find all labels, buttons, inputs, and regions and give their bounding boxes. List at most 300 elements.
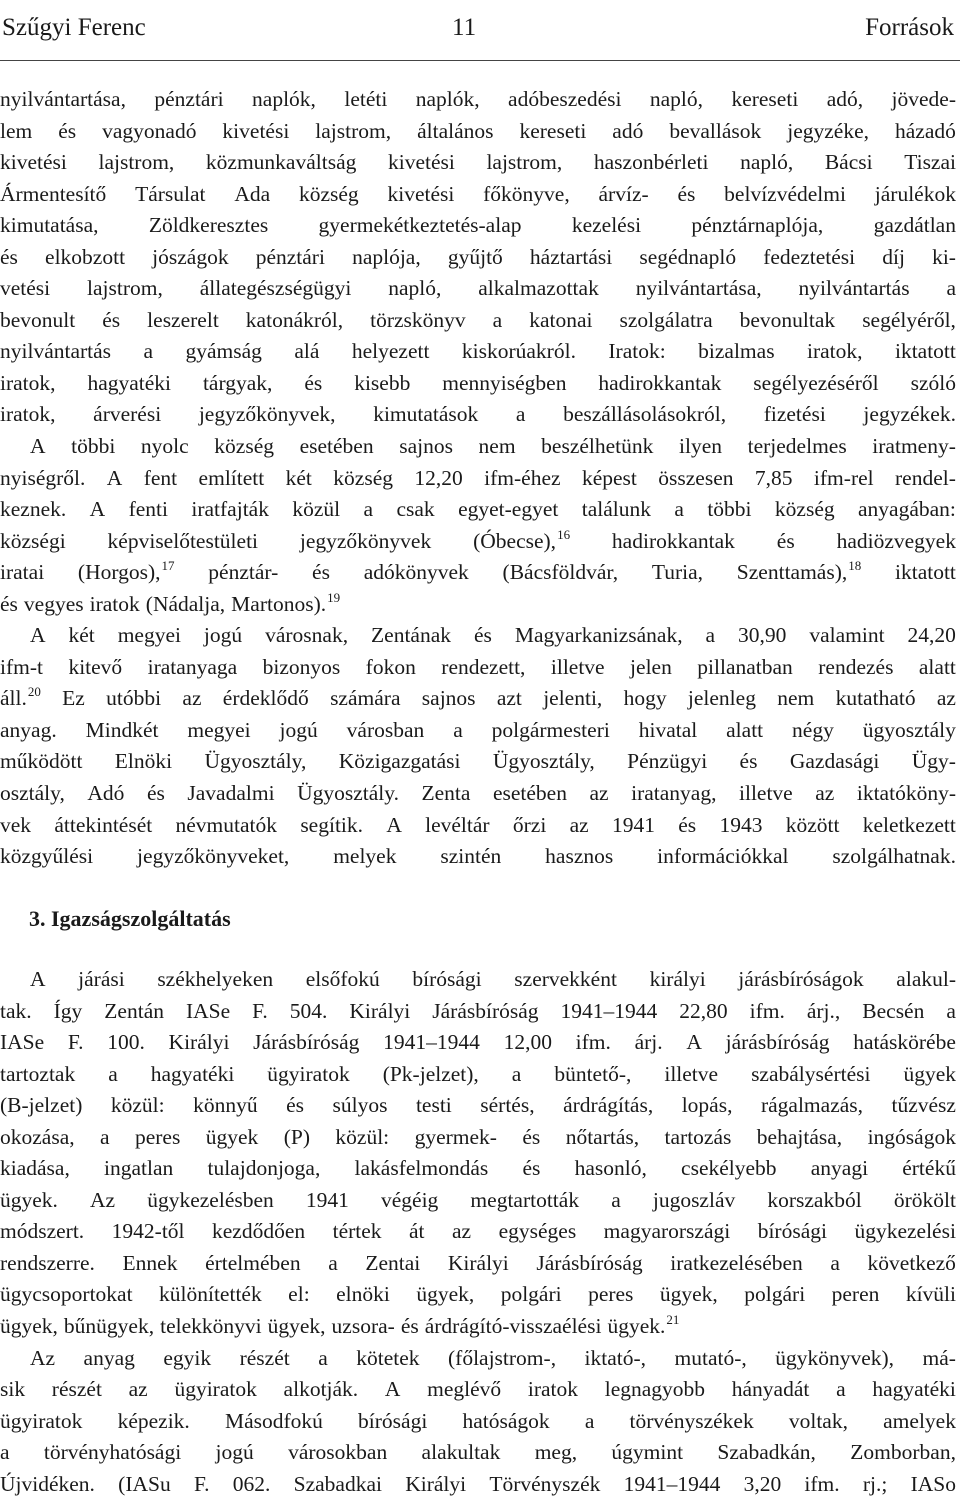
word: a (946, 276, 956, 301)
word: részét (51, 1377, 102, 1402)
word: ügyek, (416, 1282, 475, 1307)
word: kívüli (905, 1282, 956, 1307)
word: IASo (910, 1471, 956, 1496)
word: örökölt (893, 1187, 956, 1212)
text-line (0, 1248, 956, 1280)
word: kötetek (356, 1345, 420, 1370)
word: uzsora- (331, 1314, 395, 1339)
word: anyag. (0, 717, 57, 742)
word: leszerelt (147, 307, 219, 332)
word: bizalmas (698, 339, 775, 364)
word: hadirokkantak (598, 370, 722, 395)
word: és (522, 1156, 541, 1181)
word: anyag (83, 1345, 135, 1370)
word: kereseti (731, 87, 799, 111)
word: meg, (534, 1440, 578, 1465)
word: hasznos (545, 844, 614, 869)
word: bírósági (412, 967, 482, 991)
word: A (386, 812, 402, 837)
word: lajstrom, (98, 150, 175, 175)
word: iratkezelésében (670, 1250, 803, 1275)
word: kutatható (835, 686, 916, 711)
word: nem (478, 434, 516, 459)
word: A (89, 497, 106, 522)
word: polgári (500, 1282, 562, 1307)
word: a (946, 998, 956, 1023)
word: okozása, (0, 1124, 75, 1149)
word: ifm. (749, 998, 785, 1023)
word: az (182, 686, 202, 711)
word: háztartási (529, 244, 613, 269)
word: keznek. (0, 497, 67, 522)
word: 3,20 (743, 1471, 782, 1496)
word: jelenleg (687, 686, 756, 711)
word: közül (292, 497, 341, 522)
word: lajstrom, (315, 118, 392, 143)
word: mennyiségben (442, 370, 567, 395)
word: nem (777, 686, 815, 711)
word: 1941 (611, 812, 655, 837)
word: ügyiratok (174, 1377, 257, 1402)
word: gyűjtő (447, 244, 503, 269)
word: Másodfokú (224, 1408, 323, 1433)
word: lopás, (681, 1093, 733, 1118)
word: ilyen (679, 434, 723, 459)
word: és (0, 244, 18, 269)
word: és (776, 528, 795, 553)
word: Az (30, 1345, 56, 1370)
word: Társulat (135, 181, 206, 206)
word: (Nádalja, (145, 591, 226, 616)
word: Szabadkán, (717, 1440, 816, 1465)
word: árverési (93, 402, 162, 427)
word: kiskorúakról. (461, 339, 576, 364)
text-line (0, 84, 956, 116)
word: kisebb (354, 370, 411, 395)
word: voltak, (788, 1408, 848, 1433)
footnote-ref: 19 (327, 589, 341, 605)
word: Pénzügyi (627, 749, 708, 774)
word: bevallások (669, 118, 762, 143)
word: ügyiratok (0, 1408, 83, 1433)
word: pénztári (255, 244, 325, 269)
word: beszélhetünk (541, 434, 654, 459)
word: számára (330, 686, 401, 711)
word: pénztári (154, 87, 224, 111)
word: városnak, (265, 623, 349, 648)
word: IASe (185, 998, 231, 1023)
word: hasonló, (574, 1156, 647, 1181)
word: (B-jelzet) (0, 1093, 83, 1118)
word: segítik. (300, 812, 364, 837)
word: Elnöki (114, 749, 173, 774)
word: iratok, (0, 402, 56, 427)
word: bírósági (757, 1219, 827, 1244)
word: lajstrom, (486, 150, 563, 175)
word: iratmeny- (872, 434, 956, 459)
word: nyiségről. (0, 465, 86, 490)
word: és (304, 370, 323, 395)
word: találunk (581, 497, 651, 522)
word: rj.; (862, 1471, 888, 1496)
word: meglévő (427, 1377, 502, 1402)
word: belvízvédelmi (724, 181, 846, 206)
word: hányadát (731, 1377, 810, 1402)
text-line (0, 589, 956, 621)
word: a (453, 717, 463, 742)
text-line (0, 273, 956, 305)
word: a (836, 1377, 846, 1402)
word: ifm-rel (813, 465, 874, 490)
text-line (0, 964, 956, 996)
word: fizetési (763, 402, 826, 427)
word: ügyiratok (267, 1061, 350, 1086)
word: árdrágító-visszaélési (424, 1314, 602, 1339)
word: a (705, 623, 716, 648)
word: közül: (110, 1093, 165, 1118)
word: má- (922, 1345, 956, 1370)
word: Járásbíróság (253, 1030, 360, 1055)
text-line (0, 147, 956, 179)
word: járási (78, 967, 125, 991)
footnote-ref: 21 (666, 1312, 680, 1328)
word: 100. (107, 1030, 145, 1055)
word: esetében (492, 781, 567, 806)
word: a (830, 1250, 840, 1275)
word: pénztárnaplója, (691, 213, 824, 238)
word: egyet-egyet (458, 497, 559, 522)
section-heading: 3. Igazságszolgáltatás (29, 906, 231, 931)
word: kezdődően (211, 1219, 306, 1244)
word: elnöki (336, 1282, 390, 1307)
word: polgármesteri (491, 717, 610, 742)
word: őrzi (512, 812, 547, 837)
text-line (0, 1406, 956, 1438)
word: általános (417, 118, 494, 143)
word: és (0, 591, 18, 616)
word: jegyzéke, (787, 118, 870, 143)
word: díj (882, 244, 905, 269)
word: működött (0, 749, 83, 774)
word: kivetési (387, 150, 455, 175)
word: peres (134, 1124, 181, 1149)
word: tak. (0, 998, 32, 1023)
word: jugoszláv (652, 1187, 736, 1212)
word: peren (831, 1282, 880, 1307)
word: ügyek, (0, 1314, 58, 1339)
word: összesen (658, 465, 734, 490)
word: ügykezelési (854, 1219, 956, 1244)
word: hogy (623, 686, 667, 711)
word: vegyes (23, 591, 84, 616)
word: iktatott (894, 339, 956, 364)
word: Ügyosztály, (492, 749, 595, 774)
word: iktatóköny- (856, 781, 956, 806)
text-line (0, 526, 956, 558)
word: nyolc (140, 434, 189, 459)
word: egységes (498, 1219, 577, 1244)
word: hagyatéki (87, 370, 172, 395)
footnote-ref: 16 (557, 526, 571, 542)
word: és (473, 623, 492, 648)
body-text-block-1 (0, 84, 956, 873)
word: iratok (527, 1377, 579, 1402)
word: iktató-, (584, 1345, 647, 1370)
word: főkönyve, (483, 181, 570, 206)
word: fent (143, 465, 178, 490)
word: és (146, 781, 165, 806)
word: gyermekétkeztetés-alap (318, 213, 522, 238)
word: község (774, 497, 835, 522)
word: napló, (649, 87, 704, 111)
word: 1941 (305, 1187, 349, 1212)
text-line (0, 1343, 956, 1375)
word: módszert. (0, 1219, 85, 1244)
word: állategészségügyi (199, 276, 352, 301)
word: át (409, 1219, 425, 1244)
text-line (0, 778, 956, 810)
word: tűzvész (891, 1093, 956, 1118)
text-line (0, 715, 956, 747)
word: segélyezéséről (753, 370, 879, 395)
word: Közigazgatási (338, 749, 461, 774)
word: (főlajstrom-, (448, 1345, 557, 1370)
word: hatáskörébe (853, 1030, 956, 1055)
word: Turia, (651, 560, 704, 585)
word: hatóságok (462, 1408, 550, 1433)
word: a (108, 1061, 118, 1086)
word: terjedelmes (747, 434, 847, 459)
word: járulékok (874, 181, 956, 206)
word: házadó (894, 118, 956, 143)
word: levéltár (425, 812, 490, 837)
word: ügyek, (267, 1314, 326, 1339)
word: adó (612, 118, 644, 143)
word: között (785, 812, 840, 837)
word: és (677, 181, 696, 206)
text-line (0, 652, 956, 684)
word: ingatlan (104, 1156, 174, 1181)
word: Járásbíróság (432, 998, 539, 1023)
word: az (452, 1219, 472, 1244)
word: közmunkaváltság (205, 150, 357, 175)
footnote-ref: 18 (848, 558, 862, 574)
word: legnagyobb (604, 1377, 706, 1402)
word: ügykezelésben (147, 1187, 274, 1212)
word: az (128, 1377, 148, 1402)
word: két (285, 465, 312, 490)
text-line (0, 996, 956, 1028)
word: lakásfelmondás (354, 1156, 489, 1181)
word: A (384, 1377, 401, 1402)
text-line (0, 210, 956, 242)
text-line (0, 1122, 956, 1154)
word: kimutatások (373, 402, 479, 427)
text-line (0, 1374, 956, 1406)
word: Törvényszék (489, 1471, 601, 1496)
word: súlyos (332, 1093, 388, 1118)
word: árvíz- (598, 181, 649, 206)
word: sajnos (421, 686, 476, 711)
word: (Pk-jelzet), (382, 1061, 479, 1086)
text-line (0, 431, 956, 463)
word: korszakból (767, 1187, 862, 1212)
word: fenti (128, 497, 168, 522)
word: Ármentesítő (0, 181, 107, 206)
word: sajnos (399, 434, 453, 459)
word: nyilvántartás (798, 276, 910, 301)
word: a (674, 497, 684, 522)
word: azt (496, 686, 522, 711)
word: ügyek. (0, 1187, 58, 1212)
word: hagyatéki (150, 1061, 235, 1086)
text-line (0, 305, 956, 337)
word: a (143, 339, 154, 364)
word: testi (415, 1093, 452, 1118)
word: elkobzott (45, 244, 126, 269)
word: anyagában: (858, 497, 956, 522)
word: megtartották (470, 1187, 580, 1212)
word: Szenttamás),$^{18}$ (736, 558, 862, 585)
word: közül: (335, 1124, 390, 1149)
word: hadiözvegyek (836, 528, 956, 553)
word: lem (0, 118, 33, 143)
word: esetében (299, 434, 374, 459)
text-line (0, 683, 956, 715)
word: magyarországi (603, 1219, 731, 1244)
word: a (611, 1187, 621, 1212)
word: két (68, 623, 95, 648)
word: ügyek.$^{21}$ (607, 1312, 680, 1339)
word: királyi (649, 967, 706, 991)
word: Szabadkai (293, 1471, 382, 1496)
word: képezik. (117, 1408, 190, 1433)
word: kivetési (387, 181, 455, 206)
text-line (0, 1185, 956, 1217)
word: A (30, 967, 46, 991)
text-line (0, 1216, 956, 1248)
word: képest (581, 465, 637, 490)
text-line (0, 1469, 956, 1501)
word: ügykönyvek), (775, 1345, 895, 1370)
word: 12,00 (503, 1030, 552, 1055)
word: többi (707, 497, 752, 522)
word: ügycsoportokat (0, 1282, 133, 1307)
word: a (584, 1408, 595, 1433)
word: Járásbíróság (536, 1250, 643, 1275)
text-line (0, 557, 956, 589)
word: telekkönyvi (160, 1314, 262, 1339)
word: 12,20 (414, 465, 463, 490)
word: alakultak (421, 1440, 501, 1465)
word: község (333, 465, 393, 490)
word: Martonos).$^{19}$ (231, 589, 341, 616)
word: kitevő (68, 654, 123, 679)
word: valamint (809, 623, 885, 648)
word: (Horgos),$^{17}$ (77, 558, 175, 585)
word: kezelési (571, 213, 642, 238)
word: ügyek (903, 1061, 956, 1086)
word: kimutatása, (0, 213, 99, 238)
word: az (936, 686, 956, 711)
word: Zöldkeresztes (148, 213, 269, 238)
word: ifm-t (0, 654, 43, 679)
word: Zomborban, (850, 1440, 956, 1465)
word: szintén (440, 844, 502, 869)
word: naplója, (352, 244, 421, 269)
word: vetési (0, 276, 51, 301)
word: 22,80 (679, 998, 728, 1023)
word: anyagi (810, 1156, 869, 1181)
word: törvényszékek (629, 1408, 754, 1433)
word: bizonyos (262, 654, 341, 679)
footnote-ref: 20 (27, 684, 41, 700)
word: nyilvántartás (0, 339, 112, 364)
word: Ügyosztály, (204, 749, 307, 774)
word: hivatal (638, 717, 698, 742)
text-line (0, 463, 956, 495)
word: bírósági (358, 1408, 428, 1433)
text-line (0, 841, 956, 873)
word: rendezett, (441, 654, 526, 679)
word: részét (239, 1345, 290, 1370)
word: az (815, 781, 835, 806)
word: árj. (634, 1030, 663, 1055)
word: rágalmazás, (760, 1093, 864, 1118)
word: kiadása, (0, 1156, 70, 1181)
word: Bácsi (824, 150, 873, 175)
word: (IASu (118, 1471, 171, 1496)
text-line (0, 1279, 956, 1311)
word: járásbíróság (725, 1030, 830, 1055)
word: (Bácsföldvár, (502, 560, 619, 585)
body-text-block-2 (0, 964, 956, 1500)
word: árj., (806, 998, 841, 1023)
word: amelyek (883, 1408, 956, 1433)
word: naplók, (415, 87, 480, 111)
word: Javadalmi (187, 781, 275, 806)
word: névmutatók (175, 812, 278, 837)
word: 1941–1944 (383, 1030, 480, 1055)
word: hagyatéki (872, 1377, 956, 1402)
text-line (0, 1027, 956, 1059)
text-line (0, 746, 956, 778)
word: község (298, 181, 359, 206)
word: tartoztak (0, 1061, 76, 1086)
word: jegyzőkönyvek (299, 528, 432, 553)
word: érdeklődő (222, 686, 309, 711)
text-line (0, 1090, 956, 1122)
text-line (0, 620, 956, 652)
word: nyilvántartása, (635, 276, 762, 301)
word: IASe (0, 1030, 45, 1055)
word: Magyarkanizsának, (514, 623, 683, 648)
word: gyermek- (414, 1124, 497, 1149)
text-line (0, 494, 956, 526)
word: keletkezett (862, 812, 956, 837)
word: Ada (234, 181, 271, 206)
word: a (511, 1061, 522, 1086)
word: szabálysértési (751, 1061, 871, 1086)
word: többi (71, 434, 116, 459)
word: napló, (740, 150, 794, 175)
word: képviselőtestületi (107, 528, 259, 553)
word: a (318, 1345, 328, 1370)
word: iratanyag, (631, 781, 717, 806)
word: katonai (529, 307, 593, 332)
word: letéti (344, 87, 388, 111)
word: a (492, 307, 503, 332)
